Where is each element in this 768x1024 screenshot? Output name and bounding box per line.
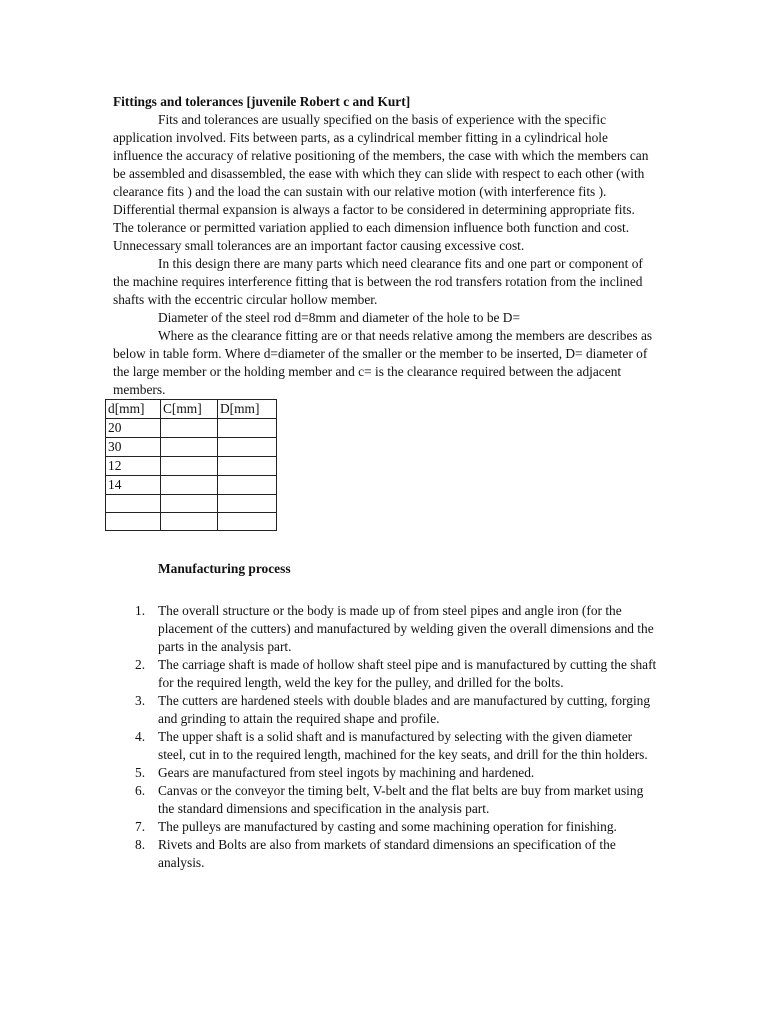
table-cell <box>218 457 277 476</box>
list-item-number: 4. <box>135 729 146 744</box>
table-cell <box>106 495 161 513</box>
list-item <box>113 764 658 782</box>
table-row <box>106 476 277 495</box>
list-item <box>113 818 658 836</box>
list-item-text: The overall structure or the body is made up of from steel pipes and angle iron (for the placement of the cutters) and manufactured by welding given the overall dimensions and the parts in the analysis part. <box>158 603 654 654</box>
table-cell: 14 <box>106 476 161 495</box>
paragraph-clearance-description: Where as the clearance fitting are or that needs relative among the members are describes as below in table form. Where d=diameter of the smaller or the member to be inserted, D= diameter of the large member or the holding member and c= is the clearance required between the adjacent members. <box>113 328 653 397</box>
table-cell <box>161 419 218 438</box>
list-item <box>113 728 658 764</box>
table-cell: 30 <box>106 438 161 457</box>
paragraph-rod-diameter: Diameter of the steel rod d=8mm and diameter of the hole to be D= <box>158 310 521 325</box>
table-row <box>106 438 277 457</box>
table-header-row <box>106 400 277 419</box>
table-cell <box>161 457 218 476</box>
table-cell <box>161 513 218 531</box>
document-page <box>108 93 658 872</box>
table-row <box>106 457 277 476</box>
list-item-number: 6. <box>135 783 146 798</box>
list-item <box>113 602 658 656</box>
table-header-d: d[mm] <box>106 400 161 419</box>
list-item <box>113 782 658 818</box>
list-item <box>113 656 658 692</box>
list-item-number: 8. <box>135 837 146 852</box>
list-item-number: 1. <box>135 603 146 618</box>
document-heading: Fittings and tolerances [juvenile Robert c and Kurt] <box>113 94 411 109</box>
table-cell <box>161 495 218 513</box>
paragraph-fits-intro: Fits and tolerances are usually specified on the basis of experience with the specific application involved. Fits between parts, as a cylindrical member fitting in a cylindrical hole influence the accuracy of relative positioning of the members, the case with which the members can be assembled and disassembled, the ease with which they can slide with respect to each other (with clearance fits ) and the load the can sustain with our relative motion (with interference fits ). Differential thermal expansion is always a factor to be considered in determining appropriate fits. The tolerance or permitted variation applied to each dimension influence both function and cost. Unnecessary small tolerances are an important factor causing excessive cost. <box>113 112 649 253</box>
table-header-c: C[mm] <box>161 400 218 419</box>
list-item-text: The upper shaft is a solid shaft and is manufactured by selecting with the given diameter steel, cut in to the required length, machined for the key seats, and drill for the thin holders. <box>158 729 648 762</box>
table-cell: 20 <box>106 419 161 438</box>
table-cell <box>218 513 277 531</box>
list-item-number: 3. <box>135 693 146 708</box>
table-cell <box>161 476 218 495</box>
list-item-text: The carriage shaft is made of hollow shaft steel pipe and is manufactured by cutting the shaft for the required length, weld the key for the pulley, and drilled for the bolts. <box>158 657 657 690</box>
list-item-number: 7. <box>135 819 146 834</box>
manufacturing-heading: Manufacturing process <box>158 561 291 576</box>
list-item-text: Gears are manufactured from steel ingots by machining and hardened. <box>158 765 535 780</box>
list-item-text: The pulleys are manufactured by casting and some machining operation for finishing. <box>158 819 617 834</box>
table-cell <box>218 419 277 438</box>
table-header-D: D[mm] <box>218 400 277 419</box>
table-cell <box>218 495 277 513</box>
table-row <box>106 513 277 531</box>
table-cell: 12 <box>106 457 161 476</box>
list-item-text: Canvas or the conveyor the timing belt, V-belt and the flat belts are buy from market using the standard dimensions and specification in the analysis part. <box>158 783 644 816</box>
list-item <box>113 836 658 872</box>
paragraph-design-fits: In this design there are many parts which need clearance fits and one part or component of the machine requires interference fitting that is between the rod transfers rotation from the inclined shafts with the eccentric circular hollow member. <box>113 256 643 307</box>
list-item-text: The cutters are hardened steels with double blades and are manufactured by cutting, forging and grinding to attain the required shape and profile. <box>158 693 651 726</box>
manufacturing-list <box>113 602 658 872</box>
table-row <box>106 495 277 513</box>
list-item-number: 2. <box>135 657 146 672</box>
table-cell <box>218 476 277 495</box>
clearance-table <box>105 399 277 531</box>
list-item-text: Rivets and Bolts are also from markets of standard dimensions an specification of the analysis. <box>158 837 616 870</box>
list-item-number: 5. <box>135 765 146 780</box>
table-cell <box>218 438 277 457</box>
table-cell <box>106 513 161 531</box>
list-item <box>113 692 658 728</box>
table-cell <box>161 438 218 457</box>
table-row <box>106 419 277 438</box>
